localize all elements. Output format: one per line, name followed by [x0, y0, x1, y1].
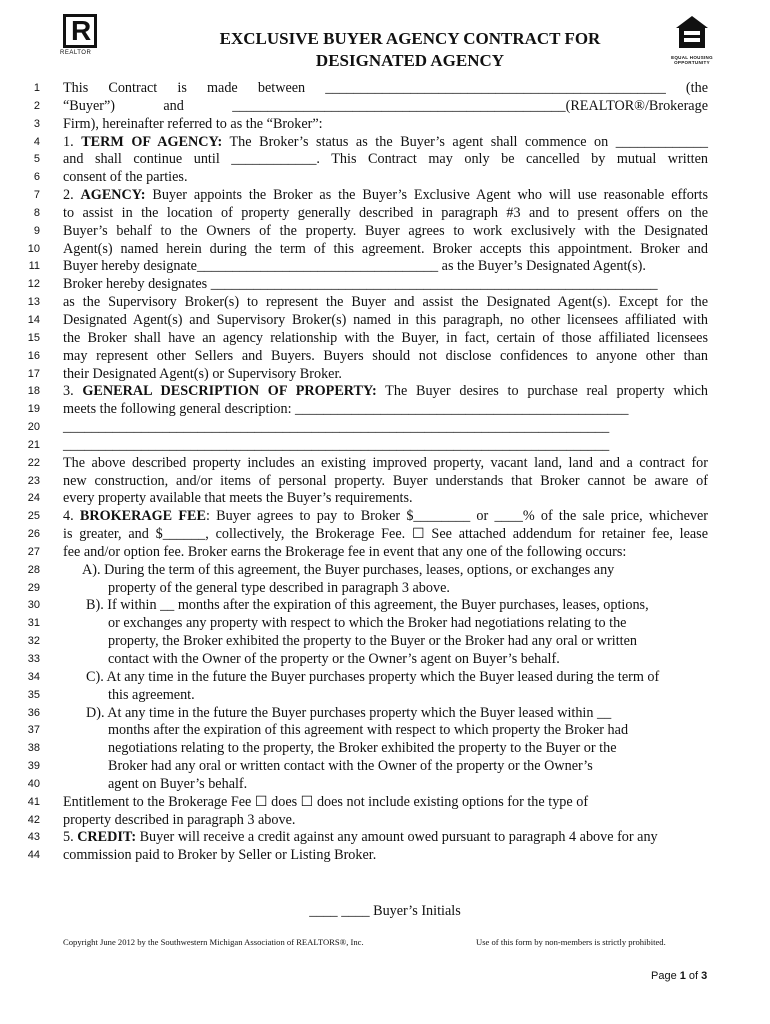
line-text [63, 312, 708, 330]
contract-line [0, 687, 770, 705]
text-segment: consent of the parties. [63, 169, 188, 186]
line-number: 2 [33, 99, 40, 112]
line-number: 35 [27, 688, 40, 701]
contract-line [0, 366, 770, 384]
contract-line [0, 223, 770, 241]
line-text [63, 829, 708, 847]
text-segment: Designated Agent(s) and Supervisory Broker(s) named in this paragraph, no other licensees affiliated with [63, 311, 708, 328]
text-segment: A). During the term of this agreement, the Buyer purchases, leases, options, or exchanges any [82, 561, 615, 578]
line-text [63, 169, 708, 187]
line-number: 31 [27, 617, 40, 630]
text-segment: and shall continue until ____________. This Contract may only be cancelled by mutual written [63, 151, 708, 168]
realtor-mark: R [71, 15, 92, 46]
line-number: 5 [33, 153, 40, 166]
realtor-r-icon [63, 14, 97, 48]
line-text [108, 758, 708, 776]
line-text [86, 705, 708, 723]
text-segment: Buyer’s behalf to the Owners of the property. Buyer agrees to work exclusively with the Designated [63, 222, 708, 239]
line-text [63, 276, 708, 294]
page-total: 3 [701, 970, 708, 982]
contract-line [0, 758, 770, 776]
contract-line [0, 473, 770, 491]
text-segment: 1. [63, 133, 82, 150]
contract-line [0, 80, 770, 98]
text-segment: this agreement. [108, 686, 195, 703]
text-segment: Buyer hereby designate__________________________________ as the Buyer’s Designated Agent(s). [63, 258, 646, 275]
line-number: 29 [27, 581, 40, 594]
page-indicator [651, 970, 707, 982]
line-text [108, 687, 708, 705]
contract-line [0, 330, 770, 348]
line-number: 9 [33, 224, 40, 237]
contract-line [0, 794, 770, 812]
contract-body [0, 80, 770, 865]
line-text [108, 776, 708, 794]
line-number: 36 [27, 706, 40, 719]
contract-line [0, 241, 770, 259]
line-number: 33 [27, 653, 40, 665]
text-segment: : Buyer agrees to pay to Broker $________ or ____% of the sale price, whichever [205, 508, 708, 525]
line-number: 15 [27, 331, 40, 344]
text-segment: meets the following general description: _______________________________________________ [63, 401, 629, 418]
line-text [108, 633, 708, 651]
line-text [63, 437, 708, 455]
text-segment: their Designated Agent(s) or Supervisory Broker. [63, 365, 342, 382]
text-segment: may represent other Sellers and Buyers. Buyers should not disclose confidences to anyone other than [63, 347, 708, 364]
contract-line [0, 508, 770, 526]
line-number: 38 [27, 742, 40, 755]
contract-line [0, 544, 770, 562]
line-number: 11 [28, 260, 40, 273]
line-text [63, 330, 708, 348]
text-segment: The Broker’s status as the Buyer’s agent shall commence on _____________ [222, 133, 709, 150]
page-number: 1 [679, 970, 686, 982]
text-segment: Broker had any oral or written contact with the Owner of the property or the Owner’s [108, 758, 593, 775]
line-number: 39 [27, 760, 40, 773]
page-of: of [685, 970, 702, 982]
text-segment: every property available that meets the Buyer’s requirements. [63, 490, 413, 507]
line-text [63, 134, 708, 152]
text-segment: to assist in the location of property generally described in paragraph #3 and to present offers on the [63, 204, 708, 221]
text-segment: Buyer appoints the Broker as the Buyer’s Exclusive Agent who will use reasonable efforts [145, 187, 708, 204]
line-number: 26 [27, 528, 40, 541]
line-text [63, 490, 708, 508]
line-text [108, 615, 708, 633]
line-text [108, 722, 708, 740]
contract-line [0, 169, 770, 187]
text-segment: Broker hereby designates _______________________________________________________________ [63, 276, 658, 293]
title-line-1: EXCLUSIVE BUYER AGENCY CONTRACT FOR [219, 29, 601, 48]
line-text [63, 116, 708, 134]
line-number: 27 [27, 545, 40, 558]
text-segment: contact with the Owner of the property or the Owner’s agent on Buyer’s behalf. [108, 651, 560, 667]
contract-line [0, 722, 770, 740]
contract-line [0, 294, 770, 312]
line-text [63, 812, 708, 830]
text-segment: months after the expiration of this agreement with respect to which property the Broker had [108, 722, 629, 739]
text-segment: This Contract is made between ________________________________________________ (the [63, 80, 708, 96]
text-segment: 3. [63, 383, 83, 400]
section-heading: TERM OF AGENCY: [81, 133, 223, 150]
text-segment: Entitlement to the Brokerage Fee ☐ does ☐ does not include existing options for the type of [63, 793, 589, 810]
line-number: 41 [27, 795, 40, 808]
line-number: 24 [27, 492, 40, 505]
line-number: 43 [27, 831, 40, 844]
contract-line [0, 419, 770, 437]
contract-line [0, 812, 770, 830]
line-text [63, 366, 708, 384]
text-segment: B). If within __ months after the expiration of this agreement, the Buyer purchases, leases, options, [86, 597, 649, 614]
contract-line [0, 98, 770, 116]
line-number: 16 [27, 349, 40, 362]
line-number: 18 [27, 385, 40, 398]
text-segment: property described in paragraph 3 above. [63, 811, 296, 828]
line-text [63, 294, 708, 312]
line-text [86, 597, 708, 615]
text-segment: _____________________________________________________________________________ [63, 419, 610, 436]
line-number: 40 [27, 777, 40, 790]
contract-line [0, 669, 770, 687]
text-segment: the Broker shall have an agency relationship with the Buyer, in fact, certain of those affiliated licensees [63, 329, 708, 346]
contract-line [0, 526, 770, 544]
page-prefix: Page [651, 970, 680, 982]
text-segment: property of the general type described in paragraph 3 above. [108, 579, 450, 596]
contract-line [0, 633, 770, 651]
line-text [63, 80, 708, 98]
section-heading: CREDIT: [77, 829, 137, 846]
line-number: 32 [27, 635, 40, 648]
copyright-notice: Copyright June 2012 by the Southwestern Michigan Association of REALTORS®, Inc. [63, 937, 364, 947]
text-segment: The above described property includes an existing improved property, vacant land, land and a contract for [63, 454, 708, 471]
line-text [63, 98, 708, 116]
line-text [63, 258, 708, 276]
contract-line [0, 490, 770, 508]
text-segment: 5. [63, 829, 78, 846]
line-text [63, 151, 708, 169]
line-number: 14 [27, 313, 40, 326]
contract-line [0, 705, 770, 723]
line-number: 42 [27, 813, 40, 826]
text-segment: new construction, and/or items of personal property. Buyer understands that Broker cannot be aware of [63, 472, 708, 489]
eho-caption-2: OPPORTUNITY [674, 60, 710, 65]
text-segment: agent on Buyer’s behalf. [108, 775, 248, 792]
text-segment: or exchanges any property with respect to which the Broker had negotiations relating to the [108, 615, 627, 632]
line-text [63, 544, 708, 562]
line-number: 34 [27, 670, 40, 683]
line-number: 7 [33, 189, 40, 202]
text-segment: Agent(s) named herein during the term of this agreement. Broker accepts this appointment. Broker and [63, 240, 708, 257]
contract-line [0, 776, 770, 794]
text-segment: D). At any time in the future the Buyer purchases property which the Buyer leased within __ [86, 704, 612, 721]
title-line-2: DESIGNATED AGENCY [315, 51, 505, 70]
contract-line [0, 829, 770, 847]
contract-line [0, 348, 770, 366]
contract-line [0, 562, 770, 580]
line-text [63, 348, 708, 366]
line-text [63, 241, 708, 259]
section-heading: AGENCY: [80, 187, 146, 204]
line-text [63, 401, 708, 419]
line-number: 44 [27, 849, 40, 862]
text-segment: “Buyer”) and _______________________________________________(REALTOR®/Brokerage [63, 97, 708, 114]
line-number: 25 [27, 510, 40, 523]
text-segment: 2. [63, 187, 81, 204]
text-segment: as the Supervisory Broker(s) to represent the Buyer and assist the Designated Agent(s). Except for the [63, 294, 708, 311]
contract-line [0, 597, 770, 615]
contract-line [0, 187, 770, 205]
contract-line [0, 151, 770, 169]
document-title [150, 28, 670, 72]
line-text [63, 847, 708, 865]
contract-line [0, 437, 770, 455]
line-text [108, 740, 708, 758]
line-number: 37 [27, 724, 40, 737]
line-text [108, 651, 708, 669]
contract-line [0, 401, 770, 419]
line-number: 17 [27, 367, 40, 380]
line-text [63, 508, 708, 526]
line-text [63, 526, 708, 544]
line-text [63, 223, 708, 241]
line-text [82, 562, 708, 580]
line-text [63, 455, 708, 473]
text-segment: Buyer will receive a credit against any amount owed pursuant to paragraph 4 above for any [136, 829, 658, 846]
equal-housing-house-icon [674, 14, 710, 50]
text-segment: property, the Broker exhibited the property to the Buyer or the Broker had any oral or written [108, 633, 637, 650]
text-segment: fee and/or option fee. Broker earns the Brokerage fee in event that any one of the following occurs: [63, 543, 627, 560]
line-number: 21 [27, 438, 40, 451]
text-segment: is greater, and $______, collectively, the Brokerage Fee. ☐ See attached addendum for retainer fee, lease [63, 526, 708, 543]
realtor-logo [60, 14, 102, 56]
contract-line [0, 134, 770, 152]
line-number: 28 [27, 563, 40, 576]
usage-notice: Use of this form by non-members is strictly prohibited. [476, 937, 666, 947]
text-segment: negotiations relating to the property, the Broker exhibited the property to the Buyer or the [108, 740, 617, 757]
contract-line [0, 383, 770, 401]
line-number: 8 [33, 206, 40, 219]
realtor-caption: REALTOR [60, 50, 92, 56]
text-segment: _____________________________________________________________________________ [63, 436, 610, 453]
line-text [63, 473, 708, 491]
buyer-initials: ____ ____ Buyer’s Initials [309, 903, 461, 919]
contract-line [0, 580, 770, 598]
section-heading: GENERAL DESCRIPTION OF PROPERTY: [82, 383, 377, 400]
line-number: 1 [33, 82, 40, 94]
line-text [63, 205, 708, 223]
line-number: 20 [27, 421, 40, 434]
line-number: 22 [27, 456, 40, 469]
line-number: 10 [27, 242, 40, 255]
line-text [86, 669, 708, 687]
contract-line [0, 615, 770, 633]
contract-line [0, 276, 770, 294]
text-segment: Firm), hereinafter referred to as the “Broker”: [63, 115, 323, 132]
text-segment: C). At any time in the future the Buyer purchases property which the Buyer leased during the term of [86, 668, 660, 685]
contract-line [0, 312, 770, 330]
line-number: 4 [33, 135, 40, 148]
line-number: 23 [27, 474, 40, 487]
line-text [63, 383, 708, 401]
line-text [63, 187, 708, 205]
section-heading: BROKERAGE FEE [79, 508, 206, 525]
contract-line [0, 847, 770, 865]
line-number: 12 [27, 278, 40, 291]
line-number: 3 [33, 117, 40, 130]
text-segment: commission paid to Broker by Seller or Listing Broker. [63, 847, 377, 864]
contract-line [0, 740, 770, 758]
eho-caption-1: EQUAL HOUSING [671, 55, 713, 60]
contract-line [0, 258, 770, 276]
contract-line [0, 116, 770, 134]
contract-line [0, 651, 770, 669]
line-number: 6 [33, 171, 40, 184]
line-number: 30 [27, 599, 40, 612]
contract-line [0, 205, 770, 223]
equal-housing-logo [664, 14, 720, 65]
text-segment: The Buyer desires to purchase real property which [376, 383, 708, 400]
contract-line [0, 455, 770, 473]
text-segment: 4. [63, 508, 80, 525]
line-number: 13 [27, 296, 40, 309]
line-text [63, 419, 708, 437]
line-text [108, 580, 708, 598]
line-number: 19 [27, 403, 40, 416]
line-text [63, 794, 708, 812]
